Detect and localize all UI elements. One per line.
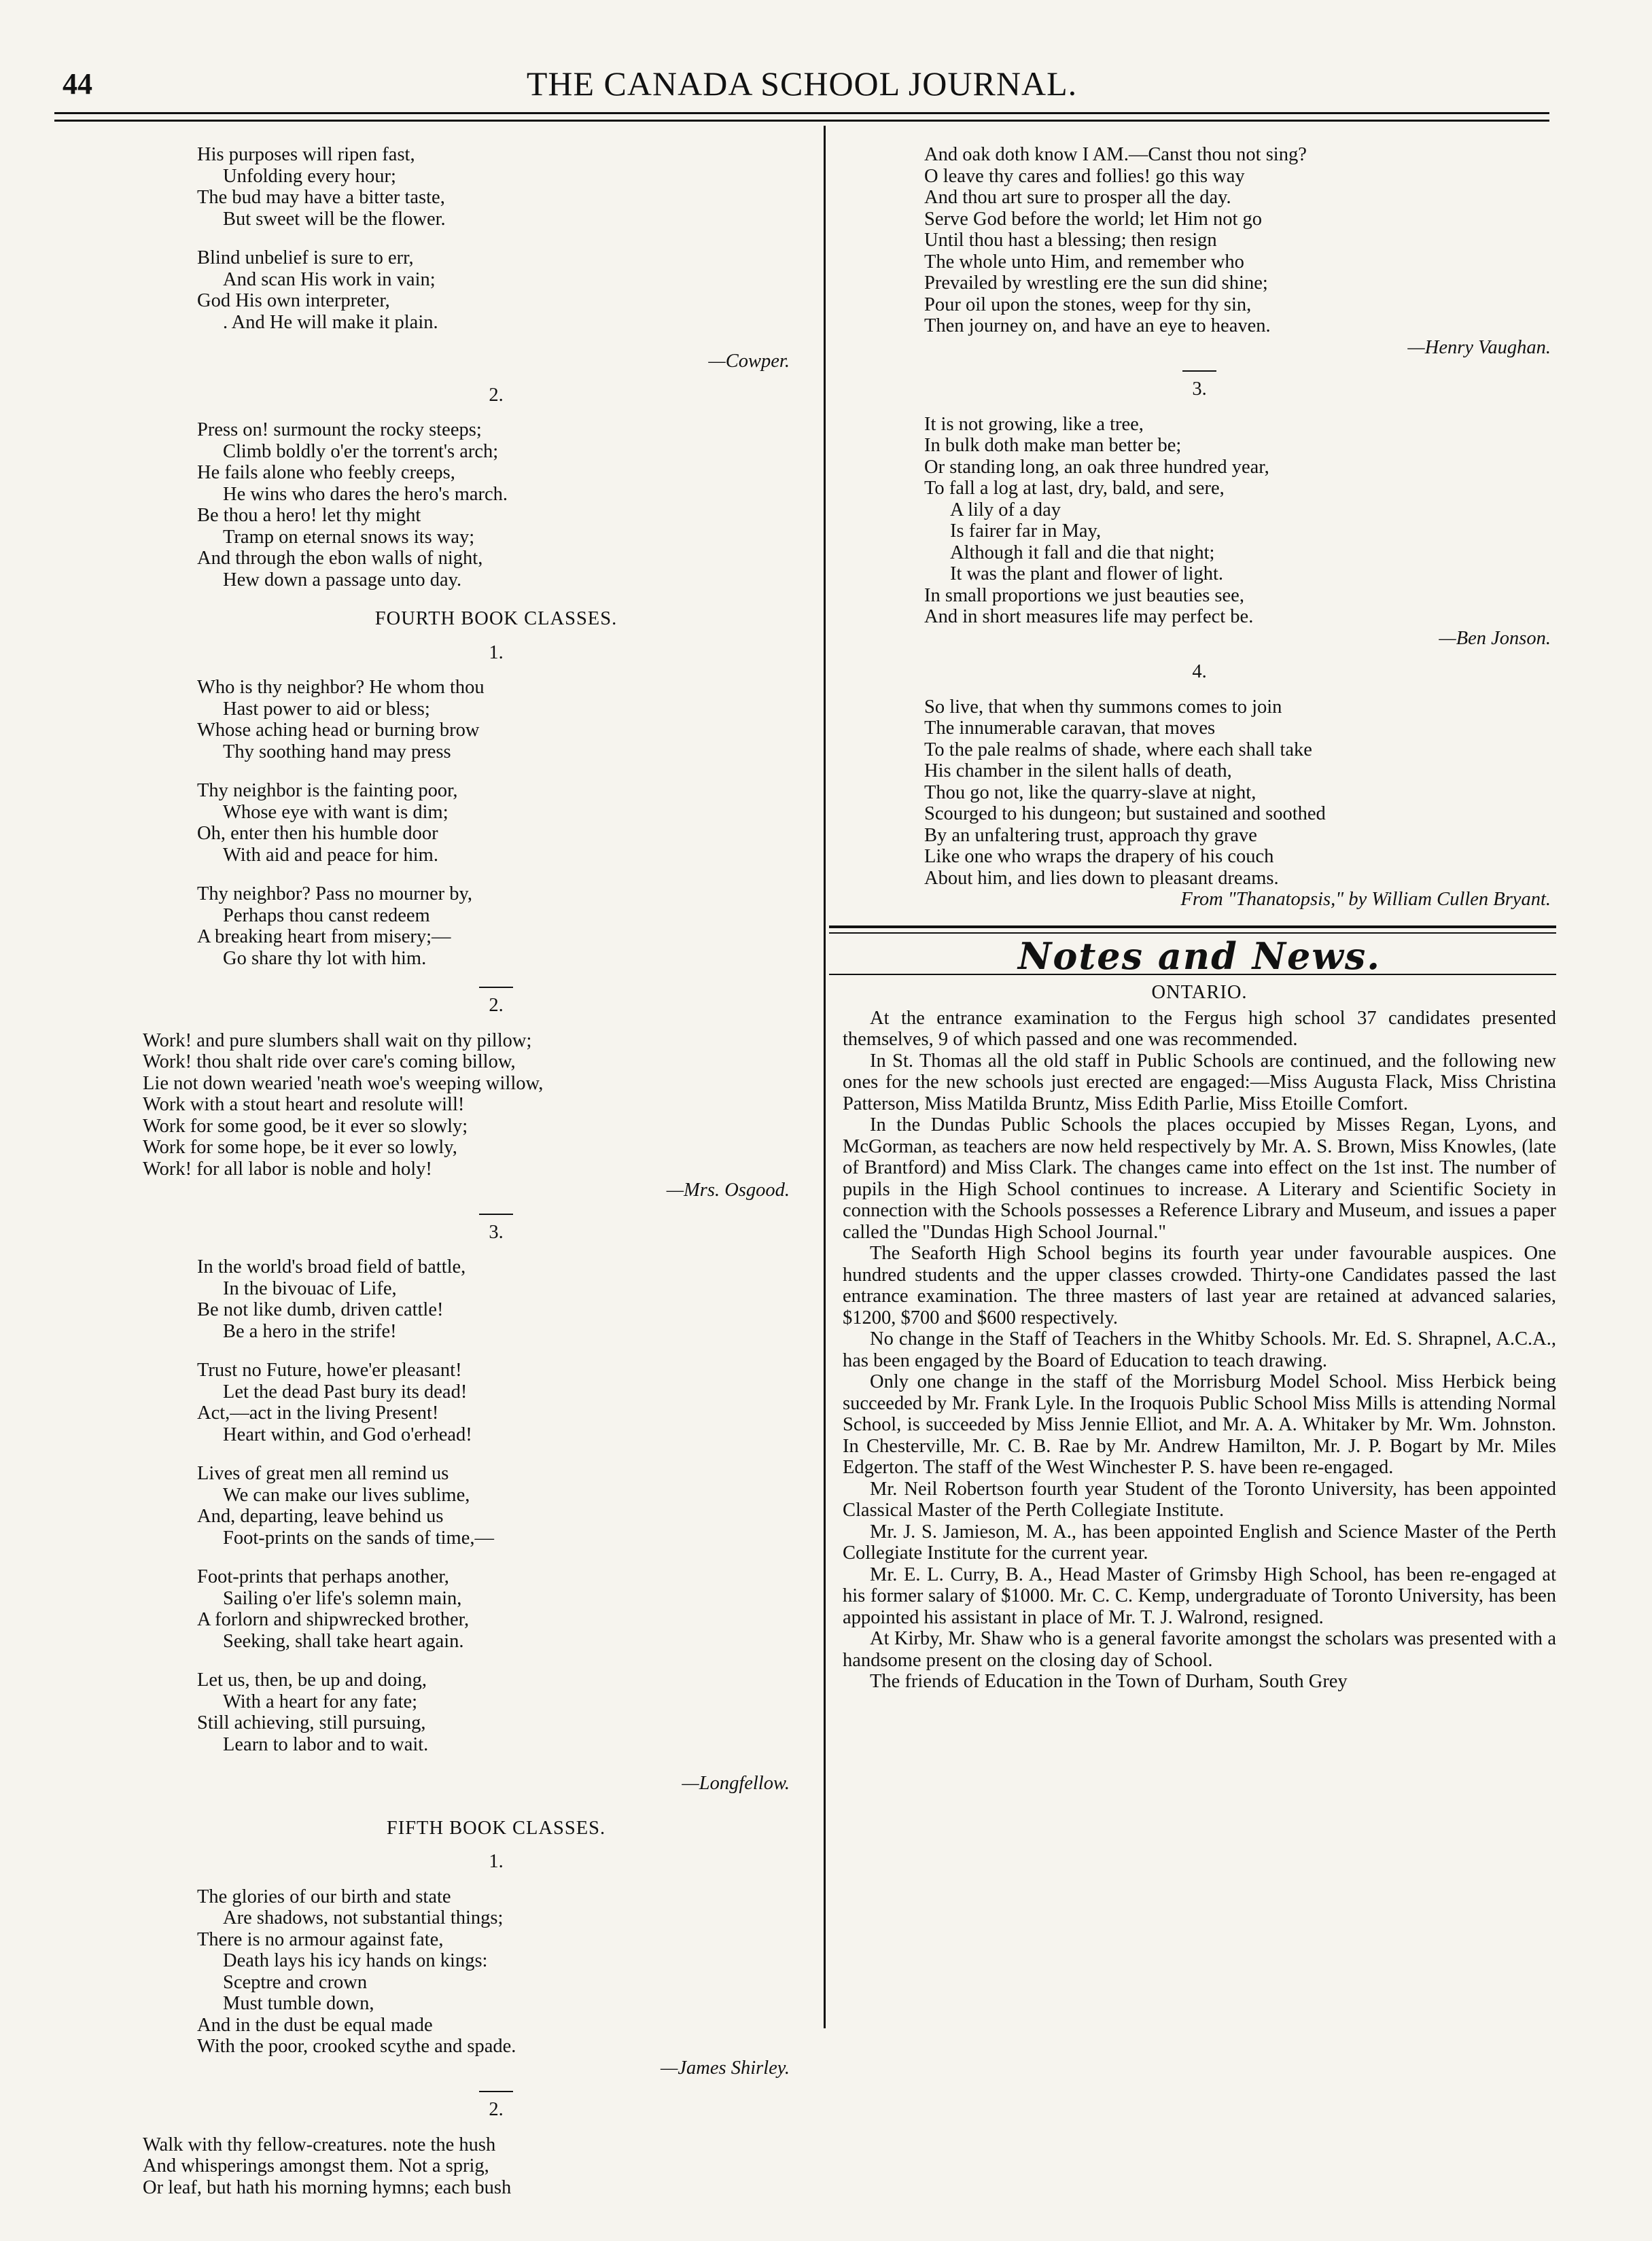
stanza (197, 1670, 795, 1755)
poem-line: Whose eye with want is dim; (223, 801, 449, 823)
poem-line: It is not growing, like a tree, (924, 413, 1144, 435)
poem-line: Oh, enter then his humble door (197, 823, 438, 844)
poem-line: Or leaf, but hath his morning hymns; each bush (143, 2176, 512, 2198)
poem-line: Still achieving, still pursuing, (197, 1712, 426, 1733)
stanza (197, 883, 795, 969)
poem-line: Let the dead Past bury its dead! (223, 1381, 468, 1402)
poem-line: With a heart for any fate; (223, 1691, 418, 1712)
stanza (197, 1566, 795, 1652)
poem-line: Walk with thy fellow-creatures. note the hush (143, 2134, 496, 2155)
poem-line: A breaking heart from misery;— (197, 926, 451, 947)
poem-line: And thou art sure to prosper all the day. (924, 187, 1231, 208)
journal-title: THE CANADA SCHOOL JOURNAL. (526, 65, 1078, 103)
stanza (197, 144, 795, 230)
poem-line: Or standing long, an oak three hundred year, (924, 456, 1269, 478)
stanza (197, 247, 795, 333)
poem-line: The innumerable caravan, that moves (924, 718, 1216, 739)
poem-line: Like one who wraps the drapery of his couch (924, 846, 1274, 867)
poem-line: In bulk doth make man better be; (924, 435, 1182, 456)
section-number: 3. (843, 370, 1556, 400)
page-header (54, 63, 1549, 110)
news-paragraph: At the entrance examination to the Fergus high school 37 candidates presented themselves, 9 of which passed and one was recommended. (843, 1007, 1556, 1050)
poem-line: To fall a log at last, dry, bald, and sere, (924, 478, 1225, 499)
poem-line: Press on! surmount the rocky steeps; (197, 419, 482, 440)
poem-line: The bud may have a bitter taste, (197, 187, 445, 208)
poem-line: He fails alone who feebly creeps, (197, 462, 455, 483)
poem-cowper (197, 144, 795, 333)
page-number: 44 (63, 67, 92, 101)
poem-line: Death lays his icy hands on kings: (223, 1950, 488, 1971)
poem-line: The whole unto Him, and remember who (924, 251, 1244, 272)
poem-thanatopsis (843, 696, 1556, 889)
poem-line: And whisperings amongst them. Not a sprig, (143, 2155, 489, 2176)
section-number: 3. (197, 1214, 795, 1243)
poem-line: The glories of our birth and state (197, 1886, 451, 1907)
poem-line: But sweet will be the flower. (223, 208, 446, 230)
poem-jonson (843, 414, 1556, 628)
poem-line: Scourged to his dungeon; but sustained and soothed (924, 803, 1326, 824)
poem-work (143, 1030, 795, 1180)
news-paragraph: Only one change in the staff of the Morrisburg Model School. Miss Herbick being succeeded by Mr. Frank Lyle. In the Iroquois Public School Miss Mills is attending Normal School, is succeeded by Miss Jennie Elliot, and Mr. A. A. Whitaker by Mr. Wm. Johnston. In Chesterville, Mr. C. B. Rae by Mr. Andrew Hamilton, Mr. J. P. Bogart by Mr. Miles Edgerton. The staff of the West Winchester P. S. have been re-engaged. (843, 1371, 1556, 1478)
left-column (143, 144, 795, 2198)
news-paragraph: Mr. J. S. Jamieson, M. A., has been appointed English and Science Master of the Perth Collegiate Institute for the current year. (843, 1521, 1556, 1564)
poem-line: Work! and pure slumbers shall wait on thy pillow; (143, 1029, 532, 1051)
header-rule (54, 112, 1549, 122)
poem-line: There is no armour against fate, (197, 1928, 444, 1950)
poem-line: Work for some hope, be it ever so lowly, (143, 1137, 457, 1158)
poem-line: Learn to labor and to wait. (223, 1733, 429, 1755)
poem-line: Thy neighbor is the fainting poor, (197, 780, 458, 801)
poem-line: Be thou a hero! let thy might (197, 505, 421, 526)
region-heading: ONTARIO. (1151, 982, 1248, 1003)
section-number: 2. (197, 2091, 795, 2121)
poem-line: In small proportions we just beauties see, (924, 584, 1244, 606)
poem-line: Hew down a passage unto day. (223, 569, 462, 590)
poem-line: And through the ebon walls of night, (197, 548, 483, 569)
poem-psalm-of-life (197, 1256, 795, 1755)
news-paragraph: Mr. E. L. Curry, B. A., Head Master of Grimsby High School, has been re-engaged at his former salary of $1000. Mr. C. C. Kemp, undergraduate of Toronto University, has been appointed his assistant in place of Mr. T. J. Walrond, resigned. (843, 1564, 1556, 1628)
poem-line: Pour oil upon the stones, weep for thy sin, (924, 294, 1252, 315)
poem-line: Trust no Future, howe'er pleasant! (197, 1360, 462, 1381)
poem-line: And in short measures life may perfect be. (924, 606, 1254, 627)
attribution-osgood: —Mrs. Osgood. (666, 1180, 790, 1201)
poem-line: Work for some good, be it ever so slowly; (143, 1115, 468, 1137)
poem-line: Be not like dumb, driven cattle! (197, 1299, 444, 1320)
poem-line: A forlorn and shipwrecked brother, (197, 1609, 470, 1630)
section-number: 2. (197, 987, 795, 1017)
poem-line: Then journey on, and have an eye to heaven. (924, 315, 1271, 336)
poem-neighbor (197, 677, 795, 969)
stanza (197, 677, 795, 762)
column-divider (824, 126, 826, 2028)
poem-line: Lie not down wearied 'neath woe's weeping willow, (143, 1072, 544, 1094)
poem-line: Until thou hast a blessing; then resign (924, 230, 1217, 251)
news-section-rule (829, 925, 1556, 934)
poem-walk (143, 2134, 795, 2199)
news-paragraphs (843, 1008, 1556, 1693)
attribution-shirley: —James Shirley. (661, 2057, 790, 2079)
poem-line: In the bivouac of Life, (223, 1277, 397, 1299)
poem-line: Let us, then, be up and doing, (197, 1670, 427, 1691)
poem-line: And scan His work in vain; (223, 268, 436, 290)
news-paragraph: At Kirby, Mr. Shaw who is a general favorite amongst the scholars was presented with a handsome present on the closing day of School. (843, 1628, 1556, 1671)
news-paragraph: No change in the Staff of Teachers in the Whitby Schools. Mr. Ed. S. Shrapnel, A.C.A., has been engaged by the Board of Education to teach drawing. (843, 1328, 1556, 1371)
poem-line: And oak doth know I AM.—Canst thou not sing? (924, 144, 1307, 165)
poem-line: Foot-prints on the sands of time,— (223, 1527, 494, 1549)
poem-line: Serve God before the world; let Him not go (924, 208, 1263, 230)
poem-line: Perhaps thou canst redeem (223, 904, 430, 926)
attribution-bryant: From "Thanatopsis," by William Cullen Bryant. (1180, 889, 1551, 910)
poem-line: In the world's broad field of battle, (197, 1256, 466, 1277)
poem-line: And in the dust be equal made (197, 2014, 433, 2036)
section-number: 2. (489, 384, 504, 406)
poem-line: God His own interpreter, (197, 290, 390, 311)
attribution-jonson: —Ben Jonson. (1439, 627, 1551, 649)
section-number: 1. (489, 1851, 504, 1872)
news-paragraph: Mr. Neil Robertson fourth year Student of the Toronto University, has been appointed Classical Master of the Perth Collegiate Institute. (843, 1478, 1556, 1521)
poem-line: Are shadows, not substantial things; (223, 1907, 504, 1928)
poem-line: O leave thy cares and follies! go this way (924, 165, 1245, 187)
news-paragraph: In St. Thomas all the old staff in Public Schools are continued, and the following new ones for the new schools just erected are engaged:—Miss Augusta Flack, Miss Christina Patterson, Miss Matilda Bruntz, Miss Edith Parlie, Miss Etoille Comfort. (843, 1050, 1556, 1114)
poem-line: Is fairer far in May, (950, 520, 1102, 542)
poem-line: About him, and lies down to pleasant dreams. (924, 867, 1279, 889)
poem-line: His chamber in the silent halls of death, (924, 760, 1232, 781)
poem-line: Thy neighbor? Pass no mourner by, (197, 883, 472, 904)
poem-line: Although it fall and die that night; (950, 542, 1215, 563)
poem-line: To the pale realms of shade, where each shall take (924, 739, 1312, 760)
poem-line: Hast power to aid or bless; (223, 698, 430, 720)
heading-fourth-book: FOURTH BOOK CLASSES. (374, 608, 618, 629)
poem-line: With aid and peace for him. (223, 844, 438, 866)
attribution-longfellow: —Longfellow. (682, 1773, 790, 1794)
poem-line: His purposes will ripen fast, (197, 144, 415, 165)
poem-line: And, departing, leave behind us (197, 1506, 444, 1527)
news-paragraph: The friends of Education in the Town of Durham, South Grey (870, 1671, 1348, 1692)
poem-line: It was the plant and flower of light. (950, 563, 1224, 584)
poem-line: He wins who dares the hero's march. (223, 483, 508, 505)
poem-vaughan (843, 144, 1556, 337)
poem-line: A lily of a day (950, 499, 1061, 520)
poem-line: With the poor, crooked scythe and spade. (197, 2036, 516, 2057)
poem-line: Prevailed by wrestling ere the sun did shine; (924, 272, 1268, 294)
news-title: Notes and News. (1017, 934, 1382, 978)
poem-line: Thy soothing hand may press (223, 741, 451, 762)
poem-line: Blind unbelief is sure to err, (197, 247, 414, 268)
poem-line: Work! thou shalt ride over care's coming billow, (143, 1051, 516, 1072)
poem-line: Sailing o'er life's solemn main, (223, 1587, 462, 1609)
poem-line: Work with a stout heart and resolute will! (143, 1094, 465, 1115)
poem-line: Must tumble down, (223, 1993, 374, 2014)
poem-line: We can make our lives sublime, (223, 1484, 470, 1506)
news-paragraph: The Seaforth High School begins its fourth year under favourable auspices. One hundred students and the upper classes crowded. Thirty-one Candidates passed the last entrance examination. The three masters of last year are retained at advanced salaries, $1200, $700 and $600 respectively. (843, 1243, 1556, 1328)
poem-line: Heart within, and God o'erhead! (223, 1424, 472, 1445)
poem-line: Whose aching head or burning brow (197, 720, 480, 741)
poem-line: Sceptre and crown (223, 1971, 368, 1993)
poem-line: Seeking, shall take heart again. (223, 1630, 464, 1652)
poem-glories (197, 1886, 795, 2058)
stanza (197, 780, 795, 866)
poem-press-on (197, 419, 795, 590)
news-paragraph: In the Dundas Public Schools the places occupied by Misses Regan, Lyons, and McGorman, as teachers are now held respectively by Mr. A. S. Brown, Miss Knowles, (late of Brantford) and Miss Clark. The changes came into effect on the 1st inst. The number of pupils in the High School continues to increase. A Literary and Scientific Society in connection with the Schools possesses a Reference Library and Museum, and issues a paper called the "Dundas High School Journal." (843, 1114, 1556, 1243)
poem-line: So live, that when thy summons comes to join (924, 696, 1282, 718)
poem-line: Act,—act in the living Present! (197, 1402, 439, 1424)
attribution-cowper: —Cowper. (708, 351, 790, 372)
poem-line: Unfolding every hour; (223, 165, 396, 187)
poem-line: Foot-prints that perhaps another, (197, 1566, 449, 1587)
heading-fifth-book: FIFTH BOOK CLASSES. (386, 1817, 606, 1839)
stanza (197, 1360, 795, 1445)
right-column (843, 144, 1556, 1693)
poem-line: Lives of great men all remind us (197, 1463, 449, 1484)
poem-line: Thou go not, like the quarry-slave at night, (924, 781, 1256, 803)
section-number: 1. (489, 641, 504, 663)
poem-line: Tramp on eternal snows its way; (223, 526, 475, 548)
poem-line: . And He will make it plain. (223, 311, 438, 333)
section-number: 4. (1192, 661, 1207, 682)
stanza (197, 1256, 795, 1342)
attribution-vaughan: —Henry Vaughan. (1407, 336, 1551, 358)
poem-line: Work! for all labor is noble and holy! (143, 1158, 432, 1180)
poem-line: Who is thy neighbor? He whom thou (197, 677, 485, 698)
poem-line: Go share thy lot with him. (223, 947, 427, 969)
stanza (197, 1463, 795, 1549)
poem-line: Climb boldly o'er the torrent's arch; (223, 440, 499, 462)
poem-line: Be a hero in the strife! (223, 1320, 397, 1342)
poem-line: By an unfaltering trust, approach thy grave (924, 824, 1257, 846)
